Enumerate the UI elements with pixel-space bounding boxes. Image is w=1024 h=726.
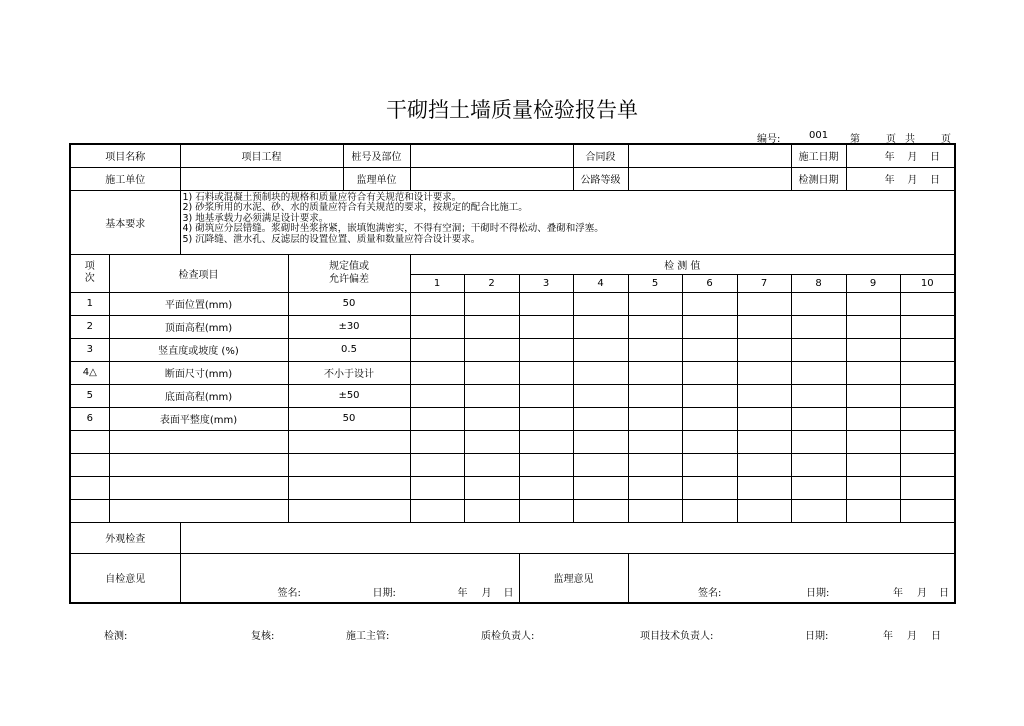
measurement-cell[interactable] bbox=[900, 453, 955, 476]
seq-header: 项 次 bbox=[70, 254, 109, 292]
requirement-line: 1) 石料或混凝土预制块的规格和质量应符合有关规范和设计要求。 bbox=[182, 191, 462, 203]
measurement-cell[interactable] bbox=[573, 476, 628, 499]
row-item bbox=[109, 476, 288, 499]
page-ye2: 页 bbox=[941, 134, 951, 145]
row-seq bbox=[70, 499, 109, 522]
report-table bbox=[69, 143, 956, 604]
row-spec bbox=[288, 430, 410, 453]
check-date-value[interactable]: 年 月 日 bbox=[846, 167, 955, 190]
measurement-cell[interactable] bbox=[464, 476, 519, 499]
check-date-label: 检测日期 bbox=[791, 167, 846, 190]
footer-site-manager: 施工主管: bbox=[346, 631, 390, 642]
requirements-label: 基本要求 bbox=[70, 190, 180, 254]
measurement-cell[interactable] bbox=[900, 407, 955, 430]
measurement-cell[interactable] bbox=[410, 315, 464, 338]
doc-no-value: 001 bbox=[809, 130, 829, 141]
measurement-cell[interactable] bbox=[410, 476, 464, 499]
measurement-cell[interactable] bbox=[791, 384, 846, 407]
measurement-cell[interactable] bbox=[573, 407, 628, 430]
measurement-cell[interactable] bbox=[464, 384, 519, 407]
page-ye: 页 bbox=[886, 134, 896, 145]
row-spec: ±50 bbox=[288, 384, 410, 407]
contract-label: 合同段 bbox=[573, 144, 628, 167]
measurement-cell[interactable] bbox=[791, 292, 846, 315]
measurement-cell[interactable] bbox=[737, 361, 791, 384]
row-spec: 50 bbox=[288, 407, 410, 430]
measurement-cell[interactable] bbox=[464, 453, 519, 476]
measurement-cell[interactable] bbox=[410, 292, 464, 315]
requirement-line: 5) 沉降缝、泄水孔、反滤层的设置位置、质量和数量应符合设计要求。 bbox=[182, 233, 481, 245]
doc-no-label: 编号: bbox=[757, 134, 781, 145]
row-seq: 3 bbox=[70, 338, 109, 361]
row-seq bbox=[70, 453, 109, 476]
row-item bbox=[109, 499, 288, 522]
measurement-cell[interactable] bbox=[846, 292, 900, 315]
project-name-label: 项目名称 bbox=[70, 144, 180, 167]
measurement-cell[interactable] bbox=[519, 338, 573, 361]
pile-value[interactable] bbox=[410, 144, 573, 167]
measurement-cell[interactable] bbox=[900, 499, 955, 522]
measurement-cell[interactable] bbox=[628, 476, 682, 499]
row-seq bbox=[70, 430, 109, 453]
row-spec bbox=[288, 476, 410, 499]
measurement-cell[interactable] bbox=[737, 338, 791, 361]
unit-value[interactable] bbox=[180, 167, 343, 190]
measurement-cell[interactable] bbox=[846, 453, 900, 476]
measurement-cell[interactable] bbox=[846, 499, 900, 522]
measurement-cell[interactable] bbox=[900, 338, 955, 361]
measurement-cell[interactable] bbox=[573, 499, 628, 522]
measurement-cell[interactable] bbox=[628, 453, 682, 476]
footer-month: 月 bbox=[907, 631, 917, 642]
measurement-cell[interactable] bbox=[791, 407, 846, 430]
measurement-cell[interactable] bbox=[791, 315, 846, 338]
construction-date-value[interactable]: 年 月 日 bbox=[846, 144, 955, 167]
measurement-cell[interactable] bbox=[628, 384, 682, 407]
footer-recheck: 复核: bbox=[251, 631, 275, 642]
col-header: 7 bbox=[737, 274, 791, 292]
measurement-cell[interactable] bbox=[519, 315, 573, 338]
measurement-cell[interactable] bbox=[846, 338, 900, 361]
measurement-cell[interactable] bbox=[573, 338, 628, 361]
self-check-label: 自检意见 bbox=[70, 553, 180, 603]
col-header: 4 bbox=[573, 274, 628, 292]
measurement-cell[interactable] bbox=[628, 407, 682, 430]
measurement-cell[interactable] bbox=[464, 499, 519, 522]
measurement-cell[interactable] bbox=[737, 384, 791, 407]
row-item: 底面高程(mm) bbox=[109, 384, 288, 407]
measurement-cell[interactable] bbox=[410, 499, 464, 522]
row-item: 表面平整度(mm) bbox=[109, 407, 288, 430]
measurement-cell[interactable] bbox=[573, 453, 628, 476]
col-header: 2 bbox=[464, 274, 519, 292]
page-gong: 共 bbox=[905, 134, 915, 145]
table-row bbox=[70, 292, 955, 315]
measurement-cell[interactable] bbox=[573, 384, 628, 407]
col-header: 3 bbox=[519, 274, 573, 292]
measurement-cell[interactable] bbox=[410, 453, 464, 476]
measurement-cell[interactable] bbox=[628, 499, 682, 522]
measurement-cell[interactable] bbox=[410, 361, 464, 384]
measurement-cell[interactable] bbox=[737, 476, 791, 499]
measurement-cell[interactable] bbox=[682, 430, 737, 453]
footer-day: 日 bbox=[931, 631, 941, 642]
table-row bbox=[70, 338, 955, 361]
measurement-cell[interactable] bbox=[737, 453, 791, 476]
row-item: 平面位置(mm) bbox=[109, 292, 288, 315]
measurement-cell[interactable] bbox=[519, 361, 573, 384]
requirement-line: 4) 砌筑应分层错缝。浆砌时坐浆挤紧，嵌填饱满密实，不得有空洞；干砌时不得松动、叠砌和浮塞。 bbox=[182, 223, 604, 235]
measurement-cell[interactable] bbox=[682, 476, 737, 499]
row-item: 断面尺寸(mm) bbox=[109, 361, 288, 384]
measurement-cell[interactable] bbox=[464, 315, 519, 338]
table-row bbox=[70, 430, 955, 453]
row-spec bbox=[288, 453, 410, 476]
road-grade-value[interactable] bbox=[628, 167, 791, 190]
measurement-cell[interactable] bbox=[846, 407, 900, 430]
pile-label: 桩号及部位 bbox=[343, 144, 410, 167]
measurement-cell[interactable] bbox=[628, 315, 682, 338]
measurement-cell[interactable] bbox=[791, 453, 846, 476]
measurement-cell[interactable] bbox=[737, 292, 791, 315]
col-header: 8 bbox=[791, 274, 846, 292]
table-row bbox=[70, 407, 955, 430]
contract-value[interactable] bbox=[628, 144, 791, 167]
table-row bbox=[70, 384, 955, 407]
measurement-cell[interactable] bbox=[737, 499, 791, 522]
measurement-cell[interactable] bbox=[519, 384, 573, 407]
col-header: 6 bbox=[682, 274, 737, 292]
measurement-cell[interactable] bbox=[464, 338, 519, 361]
measurement-cell[interactable] bbox=[846, 476, 900, 499]
table-row bbox=[70, 499, 955, 522]
measurement-cell[interactable] bbox=[682, 499, 737, 522]
measurement-cell[interactable] bbox=[410, 384, 464, 407]
measurement-cell[interactable] bbox=[519, 407, 573, 430]
footer-tech: 项目技术负责人: bbox=[640, 631, 714, 642]
measurement-cell[interactable] bbox=[573, 361, 628, 384]
supervisor-value[interactable]: 签名: 日期: 年 月 日 bbox=[628, 553, 955, 603]
measurement-cell[interactable] bbox=[846, 384, 900, 407]
footer-year: 年 bbox=[883, 631, 893, 642]
supervise-value[interactable] bbox=[410, 167, 573, 190]
measurement-cell[interactable] bbox=[682, 453, 737, 476]
measurement-cell[interactable] bbox=[628, 338, 682, 361]
supervise-label: 监理单位 bbox=[343, 167, 410, 190]
measured-header: 检 测 值 bbox=[410, 254, 955, 274]
row-spec: 0.5 bbox=[288, 338, 410, 361]
spec-header: 规定值或 允许偏差 bbox=[288, 254, 410, 292]
construction-date-label: 施工日期 bbox=[791, 144, 846, 167]
measurement-cell[interactable] bbox=[519, 430, 573, 453]
row-spec: ±30 bbox=[288, 315, 410, 338]
measurement-cell[interactable] bbox=[410, 407, 464, 430]
measurement-cell[interactable] bbox=[791, 430, 846, 453]
measurement-cell[interactable] bbox=[573, 430, 628, 453]
row-seq: 4△ bbox=[70, 361, 109, 384]
item-header: 检查项目 bbox=[109, 254, 288, 292]
measurement-cell[interactable] bbox=[900, 315, 955, 338]
measurement-cell[interactable] bbox=[682, 315, 737, 338]
measurement-cell[interactable] bbox=[682, 292, 737, 315]
measurement-cell[interactable] bbox=[900, 361, 955, 384]
measurement-cell[interactable] bbox=[464, 361, 519, 384]
row-seq: 6 bbox=[70, 407, 109, 430]
measurement-cell[interactable] bbox=[791, 499, 846, 522]
measurement-cell[interactable] bbox=[900, 430, 955, 453]
measurement-cell[interactable] bbox=[519, 453, 573, 476]
measurement-cell[interactable] bbox=[846, 430, 900, 453]
road-grade-label: 公路等级 bbox=[573, 167, 628, 190]
table-row bbox=[70, 476, 955, 499]
measurement-cell[interactable] bbox=[791, 476, 846, 499]
measurement-cell[interactable] bbox=[519, 499, 573, 522]
project-name-value: 项目工程 bbox=[180, 144, 343, 167]
appearance-value[interactable] bbox=[180, 522, 955, 553]
measurement-cell[interactable] bbox=[410, 338, 464, 361]
requirement-line: 3) 地基承载力必须满足设计要求。 bbox=[182, 212, 329, 224]
col-header: 10 bbox=[900, 274, 955, 292]
measurement-cell[interactable] bbox=[573, 292, 628, 315]
col-header: 5 bbox=[628, 274, 682, 292]
measurement-cell[interactable] bbox=[791, 338, 846, 361]
measurement-cell[interactable] bbox=[846, 361, 900, 384]
measurement-cell[interactable] bbox=[791, 361, 846, 384]
requirements-text bbox=[180, 190, 955, 254]
measurement-cell[interactable] bbox=[464, 292, 519, 315]
measurement-cell[interactable] bbox=[900, 292, 955, 315]
measurement-cell[interactable] bbox=[737, 315, 791, 338]
measurement-cell[interactable] bbox=[410, 430, 464, 453]
measurement-cell[interactable] bbox=[464, 430, 519, 453]
table-row bbox=[70, 315, 955, 338]
measurement-cell[interactable] bbox=[682, 384, 737, 407]
footer-inspect: 检测: bbox=[104, 631, 128, 642]
row-item: 竖直度或坡度 (%) bbox=[109, 338, 288, 361]
row-spec bbox=[288, 499, 410, 522]
measurement-cell[interactable] bbox=[519, 292, 573, 315]
measurement-cell[interactable] bbox=[519, 476, 573, 499]
footer-qc: 质检负责人: bbox=[481, 631, 535, 642]
page-title: 干砌挡土墙质量检验报告单 bbox=[386, 98, 638, 122]
unit-label: 施工单位 bbox=[70, 167, 180, 190]
measurement-cell[interactable] bbox=[464, 407, 519, 430]
row-seq: 1 bbox=[70, 292, 109, 315]
row-item: 顶面高程(mm) bbox=[109, 315, 288, 338]
row-seq: 5 bbox=[70, 384, 109, 407]
measurement-cell[interactable] bbox=[628, 361, 682, 384]
row-spec: 不小于设计 bbox=[288, 361, 410, 384]
row-seq bbox=[70, 476, 109, 499]
measurement-cell[interactable] bbox=[628, 292, 682, 315]
page-di: 第 bbox=[850, 134, 860, 145]
supervisor-label: 监理意见 bbox=[519, 553, 628, 603]
table-row bbox=[70, 361, 955, 384]
row-spec: 50 bbox=[288, 292, 410, 315]
measurement-cell[interactable] bbox=[628, 430, 682, 453]
measurement-cell[interactable] bbox=[737, 430, 791, 453]
requirement-line: 2) 砂浆所用的水泥、砂、水的质量应符合有关规范的要求，按规定的配合比施工。 bbox=[182, 202, 528, 214]
col-header: 9 bbox=[846, 274, 900, 292]
footer-date: 日期: bbox=[805, 631, 829, 642]
row-item bbox=[109, 453, 288, 476]
row-item bbox=[109, 430, 288, 453]
measurement-cell[interactable] bbox=[900, 384, 955, 407]
measurement-cell[interactable] bbox=[846, 315, 900, 338]
measurement-cell[interactable] bbox=[682, 407, 737, 430]
measurement-cell[interactable] bbox=[573, 315, 628, 338]
measurement-cell[interactable] bbox=[900, 476, 955, 499]
measurement-cell[interactable] bbox=[682, 361, 737, 384]
measurement-cell[interactable] bbox=[737, 407, 791, 430]
col-header: 1 bbox=[410, 274, 464, 292]
measurement-cell[interactable] bbox=[682, 338, 737, 361]
appearance-label: 外观检查 bbox=[70, 522, 180, 553]
self-check-value[interactable]: 签名: 日期: 年 月 日 bbox=[180, 553, 519, 603]
row-seq: 2 bbox=[70, 315, 109, 338]
table-row bbox=[70, 453, 955, 476]
